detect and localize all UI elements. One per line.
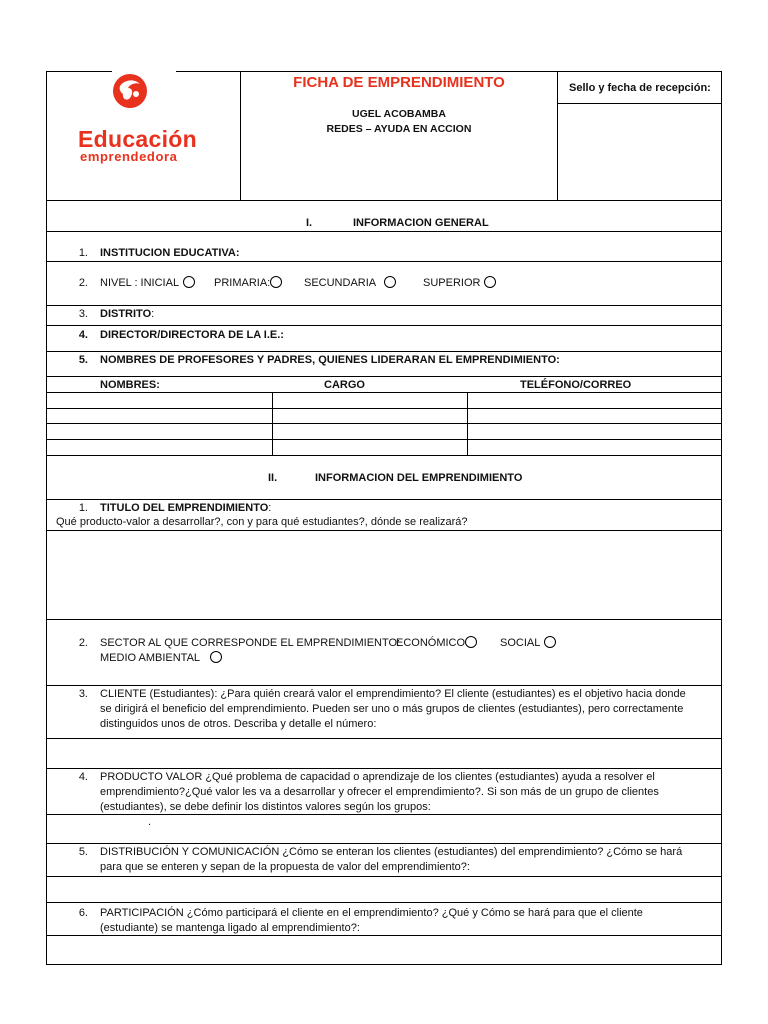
item-number: 1. bbox=[78, 247, 88, 259]
economico-label: ECONÓMICO bbox=[396, 637, 466, 649]
row-line bbox=[46, 455, 722, 456]
nivel-superior-option[interactable] bbox=[423, 276, 496, 290]
ambiental-radio[interactable] bbox=[210, 651, 222, 663]
sector-social-option[interactable] bbox=[500, 636, 556, 650]
primaria-label: PRIMARIA: bbox=[214, 277, 271, 289]
row-line bbox=[46, 499, 722, 500]
secundaria-radio[interactable] bbox=[384, 276, 396, 288]
inicial-radio[interactable] bbox=[183, 276, 195, 288]
form-title: FICHA DE EMPRENDIMIENTO bbox=[293, 74, 505, 91]
item-number: 1. bbox=[78, 502, 88, 514]
item-number: 2. bbox=[78, 277, 88, 289]
secundaria-label: SECUNDARIA bbox=[304, 277, 377, 289]
row-line bbox=[46, 619, 722, 620]
titulo-colon: : bbox=[268, 502, 272, 514]
distribucion-answer-area[interactable] bbox=[47, 877, 721, 902]
col-header-cargo: CARGO bbox=[324, 379, 365, 391]
row-line bbox=[46, 261, 722, 262]
social-radio[interactable] bbox=[544, 636, 556, 648]
section2-heading: INFORMACION DEL EMPRENDIMIENTO bbox=[315, 472, 523, 484]
item-number: 5. bbox=[78, 354, 88, 366]
col-header-telefono: TELÉFONO/CORREO bbox=[520, 379, 632, 391]
distrito-colon: : bbox=[151, 308, 155, 320]
ambiental-label: MEDIO AMBIENTAL bbox=[100, 652, 201, 664]
participacion-answer-area[interactable] bbox=[47, 936, 721, 964]
primaria-radio[interactable] bbox=[270, 276, 282, 288]
nivel-label: NIVEL : INICIAL bbox=[100, 277, 180, 289]
form-subtitle-redes: REDES – AYUDA EN ACCION bbox=[326, 123, 472, 135]
nivel-primaria-option[interactable] bbox=[214, 276, 282, 290]
nivel-inicial-option[interactable] bbox=[100, 276, 195, 290]
director-label: DIRECTOR/DIRECTORA DE LA I.E.: bbox=[100, 329, 284, 341]
row-line bbox=[46, 376, 722, 377]
section1-heading: INFORMACION GENERAL bbox=[353, 217, 489, 229]
logo-name: Educación bbox=[78, 126, 198, 152]
nivel-secundaria-option[interactable] bbox=[304, 276, 396, 290]
distrito-label: DISTRITO bbox=[100, 308, 152, 320]
row-line bbox=[46, 200, 722, 201]
titulo-question: Qué producto-valor a desarrollar?, con y para qué estudiantes?, dónde se realizará? bbox=[56, 516, 468, 528]
row-line bbox=[46, 902, 722, 903]
item-number: 5. bbox=[78, 846, 88, 858]
cliente-question: CLIENTE (Estudiantes): ¿Para quién creará valor el emprendimiento? El cliente (estudiantes) es el objetivo hacia donde se dirigirá el beneficio del emprendimiento. Pueden ser uno o más grupos de clientes (estudiantes), pero correctamente distinguidos unos de otros. Describa y detalle el número: bbox=[100, 688, 686, 730]
item-number: 4. bbox=[78, 329, 88, 341]
sector-economico-option[interactable] bbox=[396, 636, 477, 650]
logo-tagline: emprendedora bbox=[80, 149, 178, 164]
form-subtitle-ugel: UGEL ACOBAMBA bbox=[352, 108, 446, 120]
producto-mark: . bbox=[148, 816, 152, 828]
superior-radio[interactable] bbox=[484, 276, 496, 288]
producto-question: PRODUCTO VALOR ¿Qué problema de capacidad o aprendizaje de los clientes (estudiantes) ayuda a resolver el emprendimiento?¿Qué valor les va a desarrollar y ofrecer el emprendimiento?. Si son más de un grupo de clientes (estudiantes), se debe definir los distintos valores según los grupos: bbox=[100, 771, 659, 813]
item-number: 3. bbox=[78, 308, 88, 320]
row-line bbox=[46, 231, 722, 232]
item-number: 6. bbox=[78, 907, 88, 919]
table-cells-cargo[interactable] bbox=[273, 393, 467, 455]
titulo-answer-area[interactable] bbox=[47, 531, 721, 619]
table-cells-telefono[interactable] bbox=[468, 393, 721, 455]
institucion-label: INSTITUCION EDUCATIVA: bbox=[100, 247, 240, 259]
distribucion-question: DISTRIBUCIÓN Y COMUNICACIÓN ¿Cómo se enteran los clientes (estudiantes) del emprendimiento? ¿Cómo se hará para que se enteren y sepan de la propuesta de valor del emprendimiento?: bbox=[100, 846, 683, 873]
row-line bbox=[46, 305, 722, 306]
item-number: 4. bbox=[78, 771, 88, 783]
superior-label: SUPERIOR bbox=[423, 277, 481, 289]
row-line bbox=[46, 843, 722, 844]
item-number: 2. bbox=[78, 637, 88, 649]
social-label: SOCIAL bbox=[500, 637, 541, 649]
col-header-nombres: NOMBRES: bbox=[100, 379, 160, 391]
item-number: 3. bbox=[78, 688, 88, 700]
table-cells-nombres[interactable] bbox=[47, 393, 272, 455]
sector-ambiental-option[interactable] bbox=[100, 651, 222, 665]
titulo-label: TITULO DEL EMPRENDIMIENTO bbox=[100, 502, 269, 514]
stamp-label: Sello y fecha de recepción: bbox=[569, 82, 711, 94]
economico-radio[interactable] bbox=[465, 636, 477, 648]
producto-answer-area[interactable] bbox=[47, 815, 721, 843]
row-line bbox=[46, 325, 722, 326]
profesores-label: NOMBRES DE PROFESORES Y PADRES, QUIENES LIDERARAN EL EMPRENDIMIENTO: bbox=[100, 354, 560, 366]
sector-label: SECTOR AL QUE CORRESPONDE EL EMPRENDIMIENTO: bbox=[100, 637, 401, 649]
section2-numeral: II. bbox=[268, 472, 278, 484]
section1-numeral: I. bbox=[306, 217, 313, 229]
row-line bbox=[46, 768, 722, 769]
row-line bbox=[46, 351, 722, 352]
globe-logo-icon bbox=[110, 72, 150, 110]
row-line bbox=[46, 685, 722, 686]
cliente-answer-area[interactable] bbox=[47, 739, 721, 767]
participacion-question: PARTICIPACIÓN ¿Cómo participará el cliente en el emprendimiento? ¿Qué y Cómo se hará para que el cliente (estudiante) se mantenga ligado al emprendimiento?: bbox=[100, 907, 643, 934]
stamp-area[interactable] bbox=[558, 104, 721, 200]
